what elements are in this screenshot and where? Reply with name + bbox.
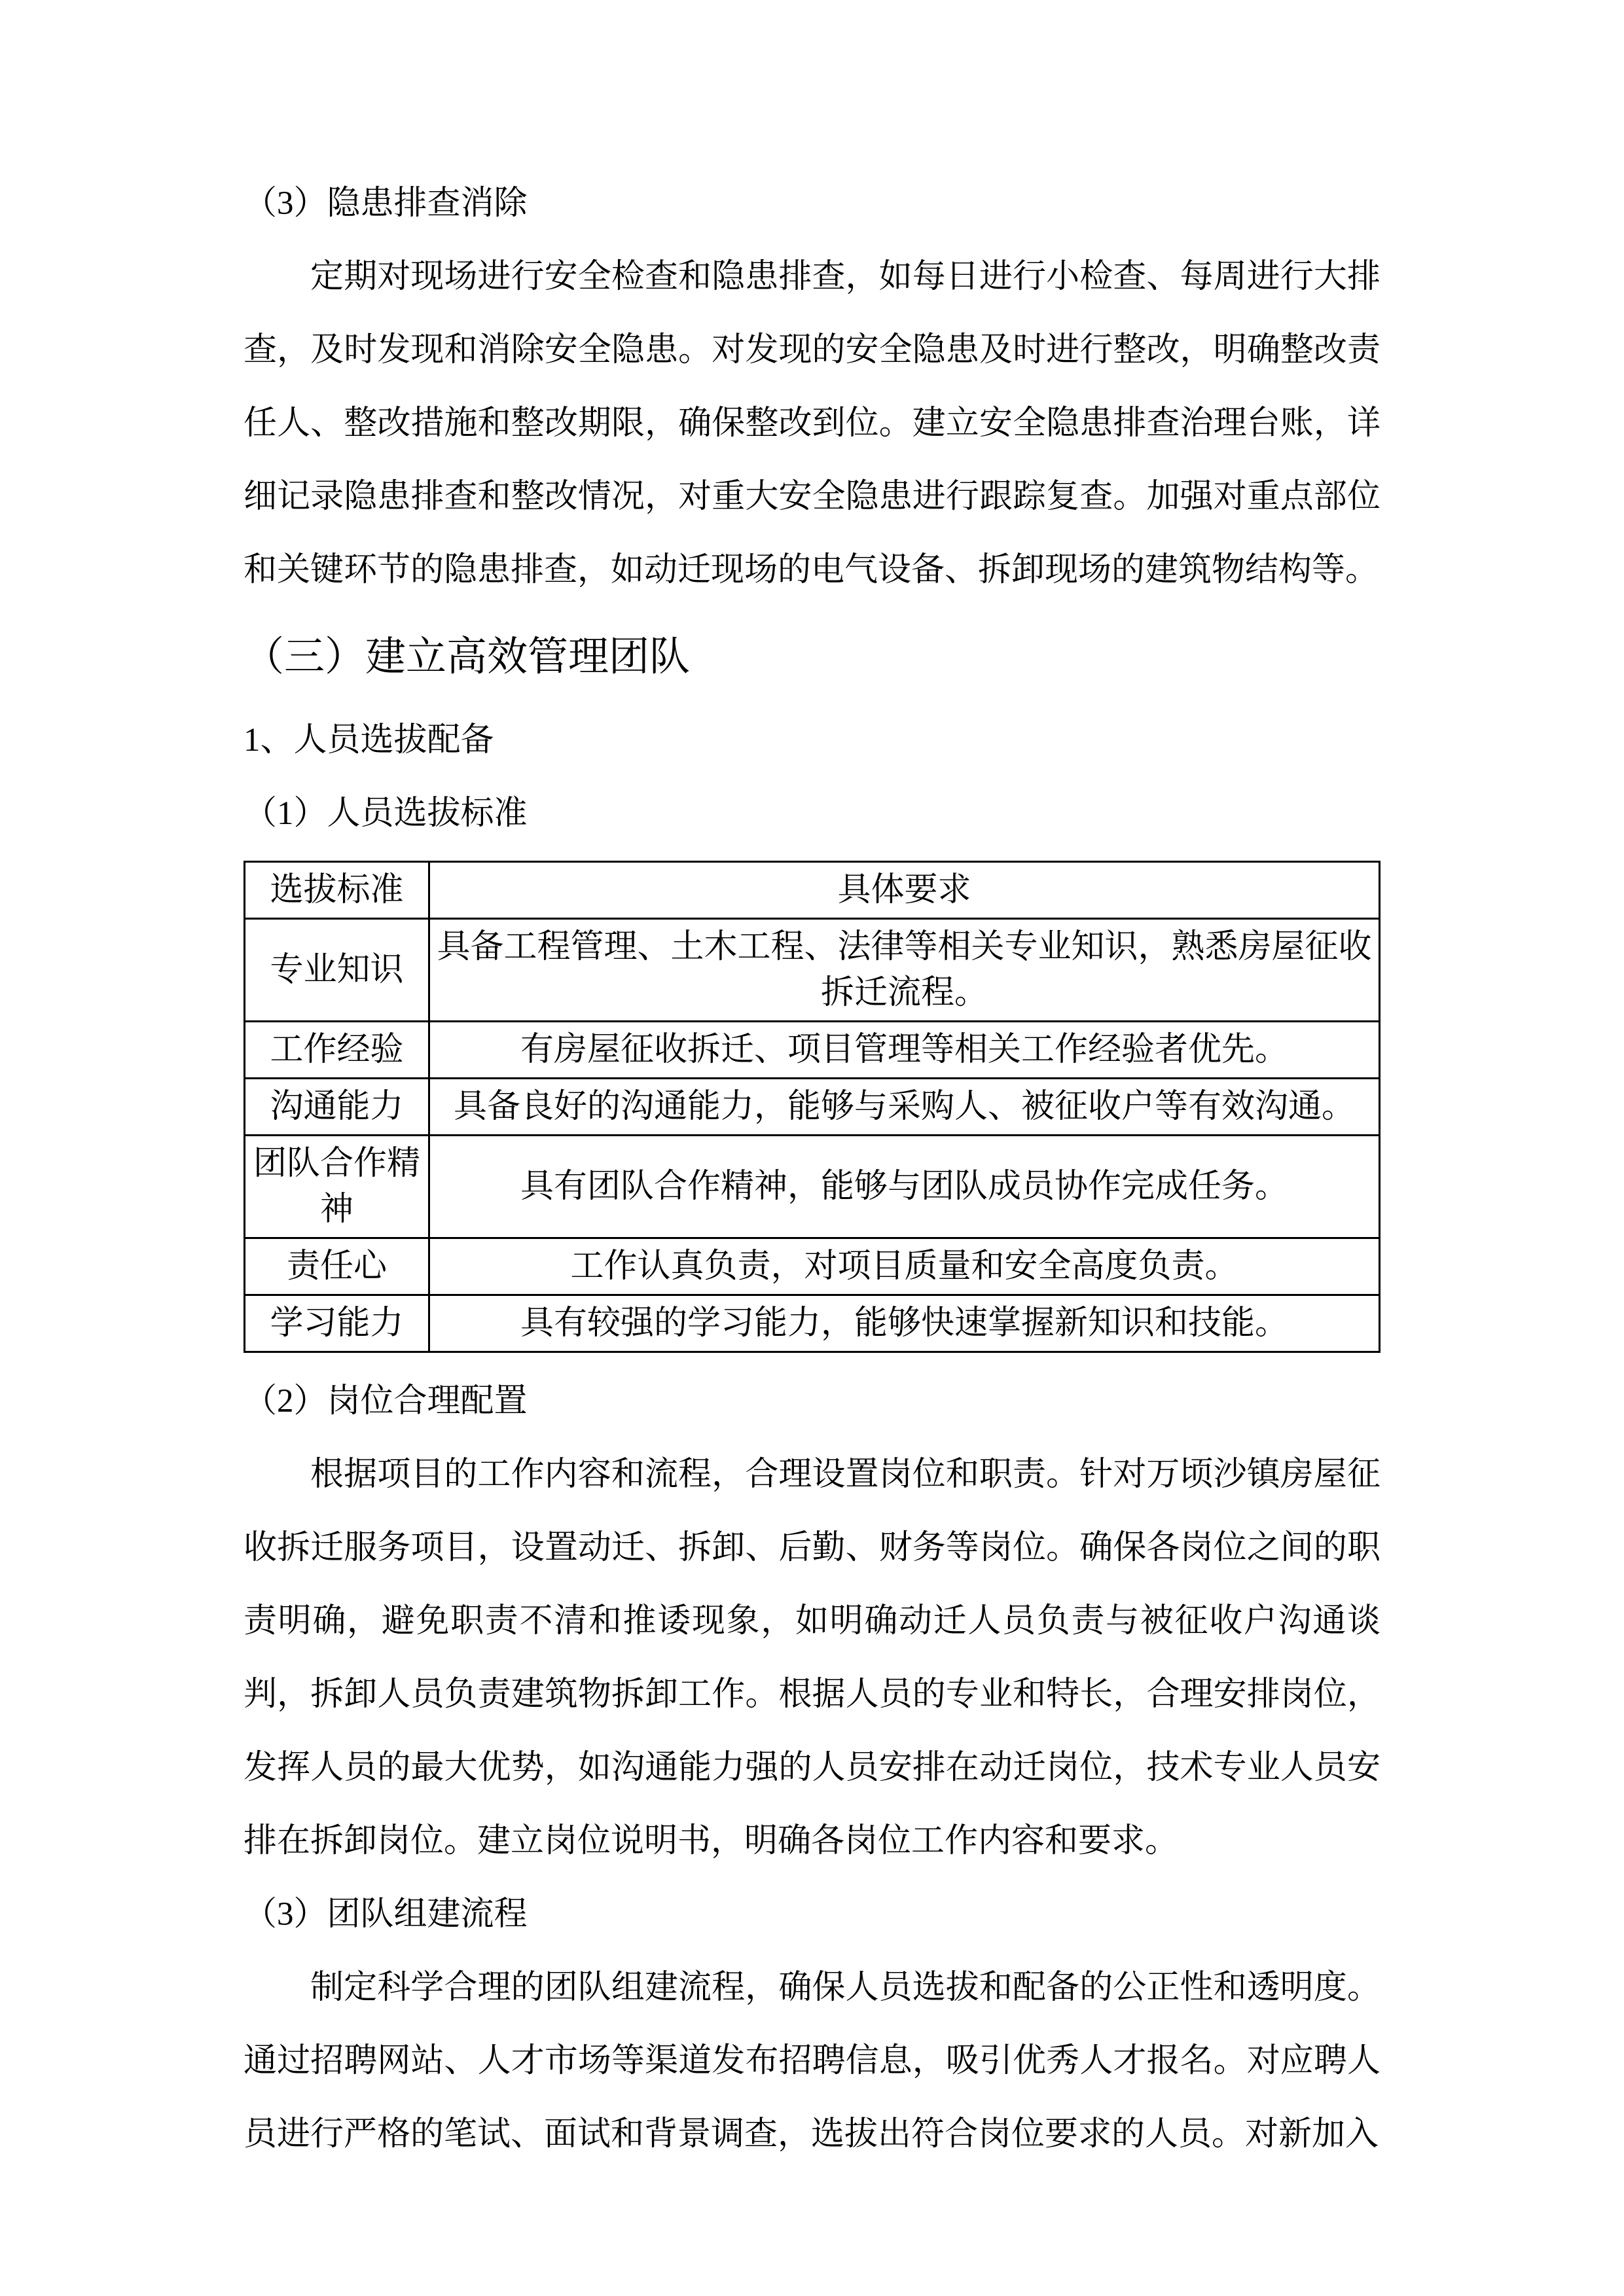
paragraph-position-allocation: 根据项目的工作内容和流程，合理设置岗位和职责。针对万顷沙镇房屋征收拆迁服务项目，设置动迁、拆卸、后勤、财务等岗位。确保各岗位之间的职责明确，避免职责不清和推诿现象，如明确动迁人员负责与被征收户沟通谈判，拆卸人员负责建筑物拆卸工作。根据人员的专业和特长，合理安排岗位，发挥人员的最大优势，如沟通能力强的人员安排在动迁岗位，技术专业人员安排在拆卸岗位。建立岗位说明书，明确各岗位工作内容和要求。 bbox=[244, 1456, 1380, 1859]
column-header-requirement: 具体要求 bbox=[429, 862, 1380, 919]
heading-section-three: （三）建立高效管理团队 bbox=[244, 635, 691, 679]
criterion-cell: 学习能力 bbox=[245, 1295, 429, 1352]
criterion-cell: 沟通能力 bbox=[245, 1079, 429, 1136]
selection-criteria-table bbox=[244, 861, 1380, 1353]
heading-position-allocation: （2）岗位合理配置 bbox=[244, 1383, 528, 1420]
heading-team-building-process: （3）团队组建流程 bbox=[244, 1896, 528, 1933]
requirement-cell: 具备工程管理、土木工程、法律等相关专业知识，熟悉房屋征收拆迁流程。 bbox=[429, 919, 1380, 1022]
requirement-cell: 工作认真负责，对项目质量和安全高度负责。 bbox=[429, 1238, 1380, 1295]
criterion-cell: 责任心 bbox=[245, 1238, 429, 1295]
heading-selection-criteria: （1）人员选拔标准 bbox=[244, 795, 528, 832]
table-row bbox=[245, 1238, 1380, 1295]
heading-personnel-selection: 1、人员选拔配备 bbox=[244, 722, 494, 759]
heading-hazard-elimination: （3）隐患排查消除 bbox=[244, 185, 528, 222]
requirement-cell: 具有团队合作精神，能够与团队成员协作完成任务。 bbox=[429, 1136, 1380, 1238]
criterion-cell: 专业知识 bbox=[245, 919, 429, 1022]
table-header-row bbox=[245, 862, 1380, 919]
requirement-cell: 具有较强的学习能力，能够快速掌握新知识和技能。 bbox=[429, 1295, 1380, 1352]
table-row bbox=[245, 1136, 1380, 1238]
table-row bbox=[245, 919, 1380, 1022]
table-row bbox=[245, 1022, 1380, 1079]
table-row bbox=[245, 1295, 1380, 1352]
criterion-cell: 工作经验 bbox=[245, 1022, 429, 1079]
paragraph-team-building-process: 制定科学合理的团队组建流程，确保人员选拔和配备的公正性和透明度。通过招聘网站、人才市场等渠道发布招聘信息，吸引优秀人才报名。对应聘人员进行严格的笔试、面试和背景调查，选拔出符合岗位要求的人员。对新加入 bbox=[244, 1969, 1380, 2153]
requirement-cell: 有房屋征收拆迁、项目管理等相关工作经验者优先。 bbox=[429, 1022, 1380, 1079]
requirement-cell: 具备良好的沟通能力，能够与采购人、被征收户等有效沟通。 bbox=[429, 1079, 1380, 1136]
criterion-cell: 团队合作精神 bbox=[245, 1136, 429, 1238]
table-row bbox=[245, 1079, 1380, 1136]
column-header-criterion: 选拔标准 bbox=[245, 862, 429, 919]
paragraph-hazard-inspection: 定期对现场进行安全检查和隐患排查，如每日进行小检查、每周进行大排查，及时发现和消除安全隐患。对发现的安全隐患及时进行整改，明确整改责任人、整改措施和整改期限，确保整改到位。建立安全隐患排查治理台账，详细记录隐患排查和整改情况，对重大安全隐患进行跟踪复查。加强对重点部位和关键环节的隐患排查，如动迁现场的电气设备、拆卸现场的建筑物结构等。 bbox=[244, 259, 1380, 588]
